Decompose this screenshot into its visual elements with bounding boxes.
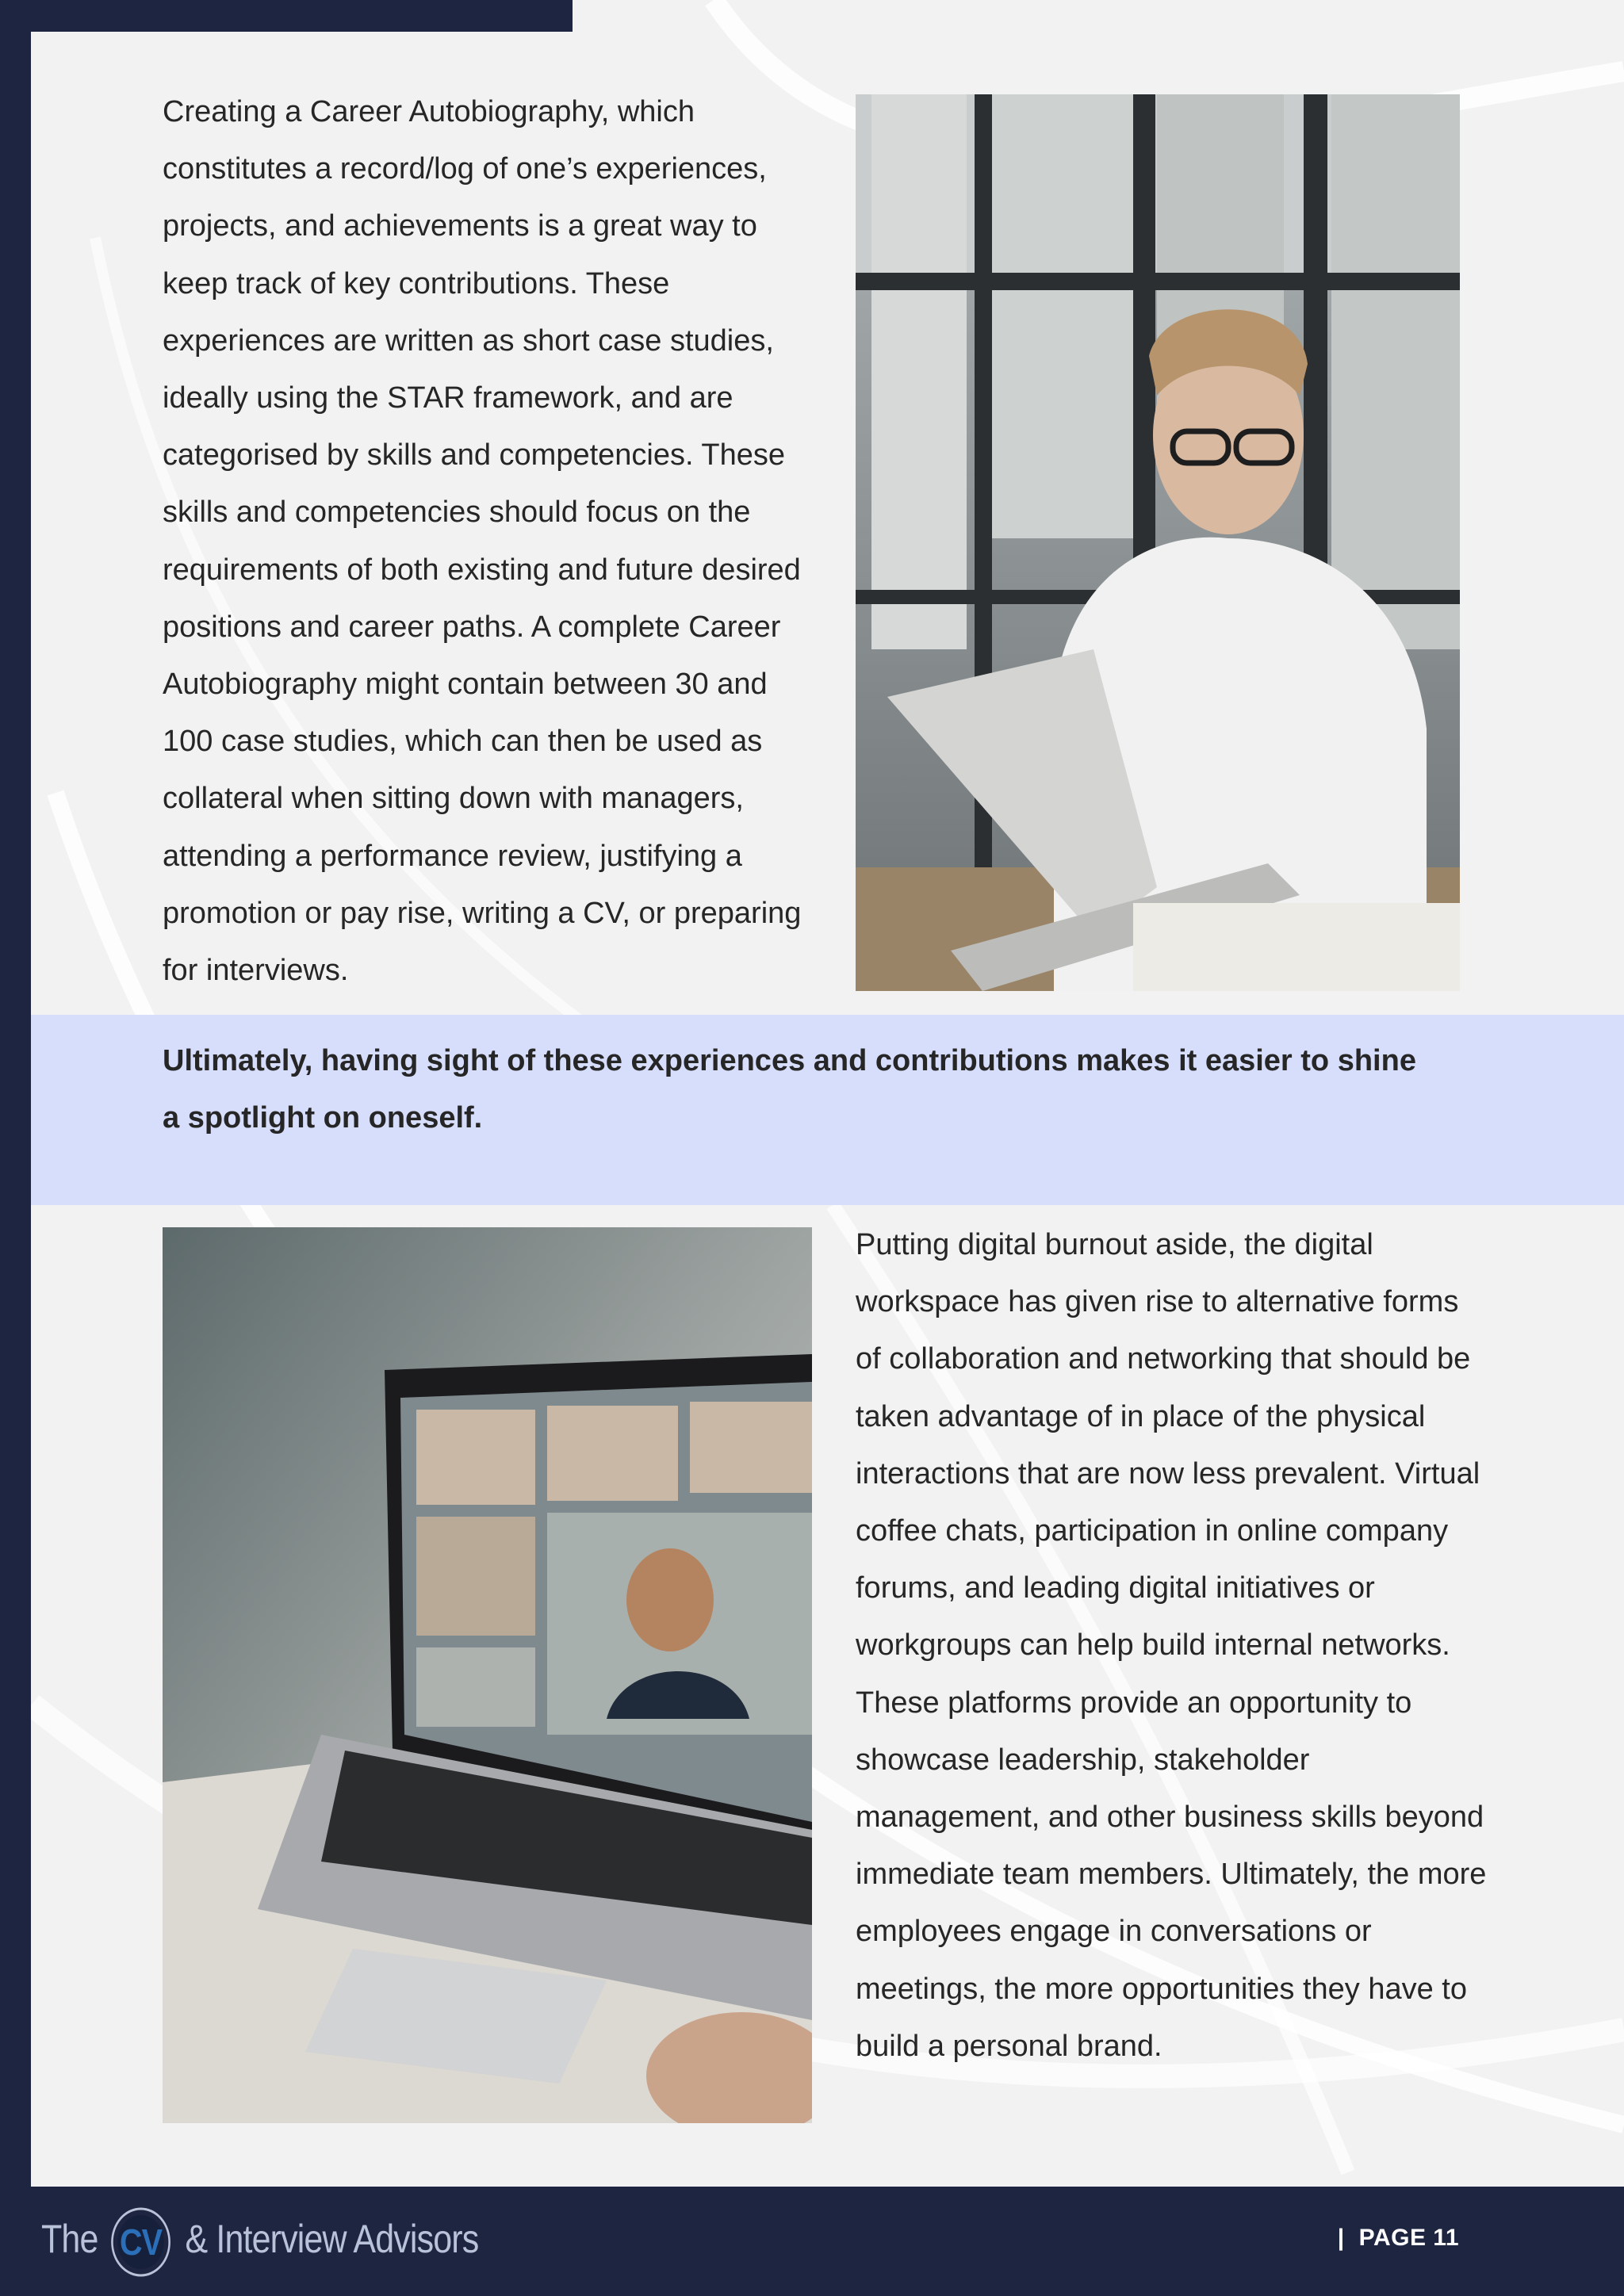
left-frame-bar <box>0 0 31 2296</box>
photo-man-on-laptop <box>856 94 1460 991</box>
callout-text: Ultimately, having sight of these experiences and contributions makes it easier to shine a spotlight on oneself. <box>163 1044 1416 1135</box>
company-logo[interactable] <box>41 2202 550 2282</box>
logo-prefix: The <box>41 2217 98 2262</box>
photo-laptop-video-call <box>163 1227 812 2123</box>
top-frame-bar <box>0 0 573 32</box>
cv-badge-icon <box>109 2206 172 2279</box>
page-label: PAGE 11 <box>1358 2225 1459 2251</box>
page-separator: | <box>1337 2225 1345 2251</box>
paragraph-digital-workspace: Putting digital burnout aside, the digital workspace has given rise to alternative forms of collaboration and networking that should be taken advantage of in place of the physical interactions that are now less prevalent. Virtual coffee chats, participation in online company forums, and leading digital initiatives or workgroups can help build internal networks. These platforms provide an opportunity to showcase leadership, stakeholder management, and other business skills beyond immediate team members. Ultimately, the more employees engage in conversations or meetings, the more opportunities they have to build a personal brand. <box>856 1228 1487 2063</box>
paragraph-career-autobiography: Creating a Career Autobiography, which constitutes a record/log of one’s experiences, projects, and achievements is a great way to keep track of key contributions. These experiences are written as short case studies, ideally using the STAR framework, and are categorised by skills and competencies. These skills and competencies should focus on the requirements of both existing and future desired positions and career paths. A complete Career Autobiography might contain between 30 and 100 case studies, which can then be used as collateral when sitting down with managers, attending a performance review, justifying a promotion or pay rise, writing a CV, or preparing for interviews. <box>163 95 802 988</box>
callout-band <box>31 1015 1624 1205</box>
page-number <box>1338 2225 1459 2252</box>
logo-badge-text: CV <box>120 2222 163 2263</box>
footer-bar <box>0 2187 1624 2296</box>
logo-suffix: & Interview Advisors <box>185 2217 479 2262</box>
